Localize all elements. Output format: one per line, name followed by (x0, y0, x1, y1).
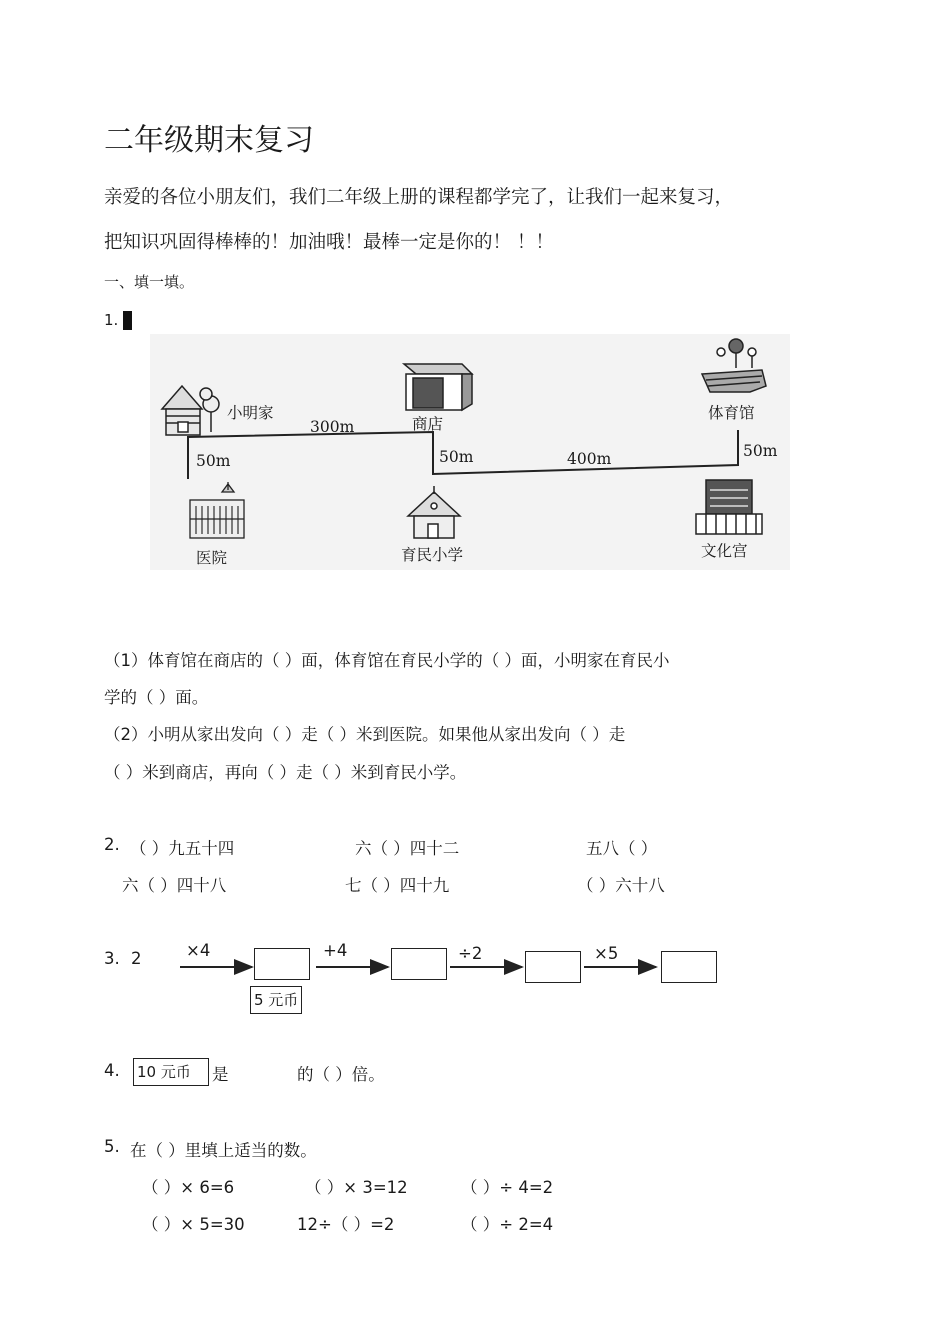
answer-box[interactable] (661, 951, 717, 983)
q3-op: ×5 (594, 944, 619, 963)
q3-number: 3. (104, 949, 120, 968)
q5-number: 5. (104, 1137, 120, 1156)
label-shop: 商店 (412, 415, 444, 433)
q1-number: 1. (104, 311, 119, 329)
label-culture-palace: 文化宫 (701, 542, 748, 560)
dist-shop-gym: 400m (567, 450, 612, 468)
q5-item: （ ）÷ 4=2 (461, 1178, 554, 1197)
q2-item: 七（ ）四十九 (345, 876, 450, 895)
q1-part1-line1: （1）体育馆在商店的（ ）面，体育馆在育民小学的（ ）面，小明家在育民小 (104, 651, 670, 670)
q1-part2-line2: （ ）米到商店，再向（ ）走（ ）米到育民小学。 (104, 763, 467, 782)
q1-part1-line2: 学的（ ）面。 (104, 688, 209, 707)
page-title: 二年级期末复习 (104, 123, 314, 158)
answer-box[interactable] (391, 948, 447, 980)
culture-palace-icon (696, 480, 762, 534)
label-hospital: 医院 (196, 549, 228, 567)
label-gym: 体育馆 (708, 404, 755, 422)
shop-icon (404, 364, 472, 410)
q4-number: 4. (104, 1061, 120, 1080)
q5-item: （ ）÷ 2=4 (461, 1215, 554, 1234)
section-heading: 一、填一填。 (104, 273, 195, 291)
q2-number: 2. (104, 835, 120, 854)
q2-item: （ ）九五十四 (130, 839, 235, 858)
q5-item: （ ）× 5=30 (142, 1215, 245, 1234)
q3-op: ×4 (186, 941, 211, 960)
q2-item: 六（ ）四十二 (355, 839, 460, 858)
label-home: 小明家 (227, 404, 274, 422)
intro-line-1: 亲爱的各位小朋友们，我们二年级上册的课程都学完了，让我们一起来复习， (104, 187, 734, 208)
label-school: 育民小学 (401, 546, 464, 564)
q2-item: 五八（ ） (586, 839, 658, 858)
q3-op: ÷2 (458, 944, 483, 963)
q1-part2-line1: （2）小明从家出发向（ ）走（ ）米到医院。如果他从家出发向（ ）走 (104, 725, 626, 744)
q3-op: +4 (323, 941, 348, 960)
answer-box[interactable] (254, 948, 310, 980)
dist-home-shop: 300m (310, 418, 355, 436)
dist-shop-down: 50m (439, 448, 474, 466)
q5-item: （ ）× 6=6 (142, 1178, 235, 1197)
intro-line-2: 把知识巩固得棒棒的！加油哦！最棒一定是你的！ ！！ (104, 232, 554, 253)
q5-item: 12÷（ ）=2 (297, 1215, 395, 1234)
q2-item: 六（ ）四十八 (122, 876, 227, 895)
q4-text: 是 (212, 1065, 229, 1084)
answer-box[interactable] (525, 951, 581, 983)
q5-instruction: 在（ ）里填上适当的数。 (130, 1141, 317, 1160)
dist-home-hospital: 50m (196, 452, 231, 470)
q5-item: （ ）× 3=12 (305, 1178, 408, 1197)
coin-10-yuan: 10 元币 (133, 1058, 209, 1086)
dist-gym-down: 50m (743, 442, 778, 460)
q3-start-value: 2 (131, 949, 142, 968)
text-cursor (123, 311, 132, 330)
q4-text: 的（ ）倍。 (297, 1065, 385, 1084)
q2-item: （ ）六十八 (577, 876, 665, 895)
coin-5-yuan: 5 元币 (250, 986, 302, 1014)
